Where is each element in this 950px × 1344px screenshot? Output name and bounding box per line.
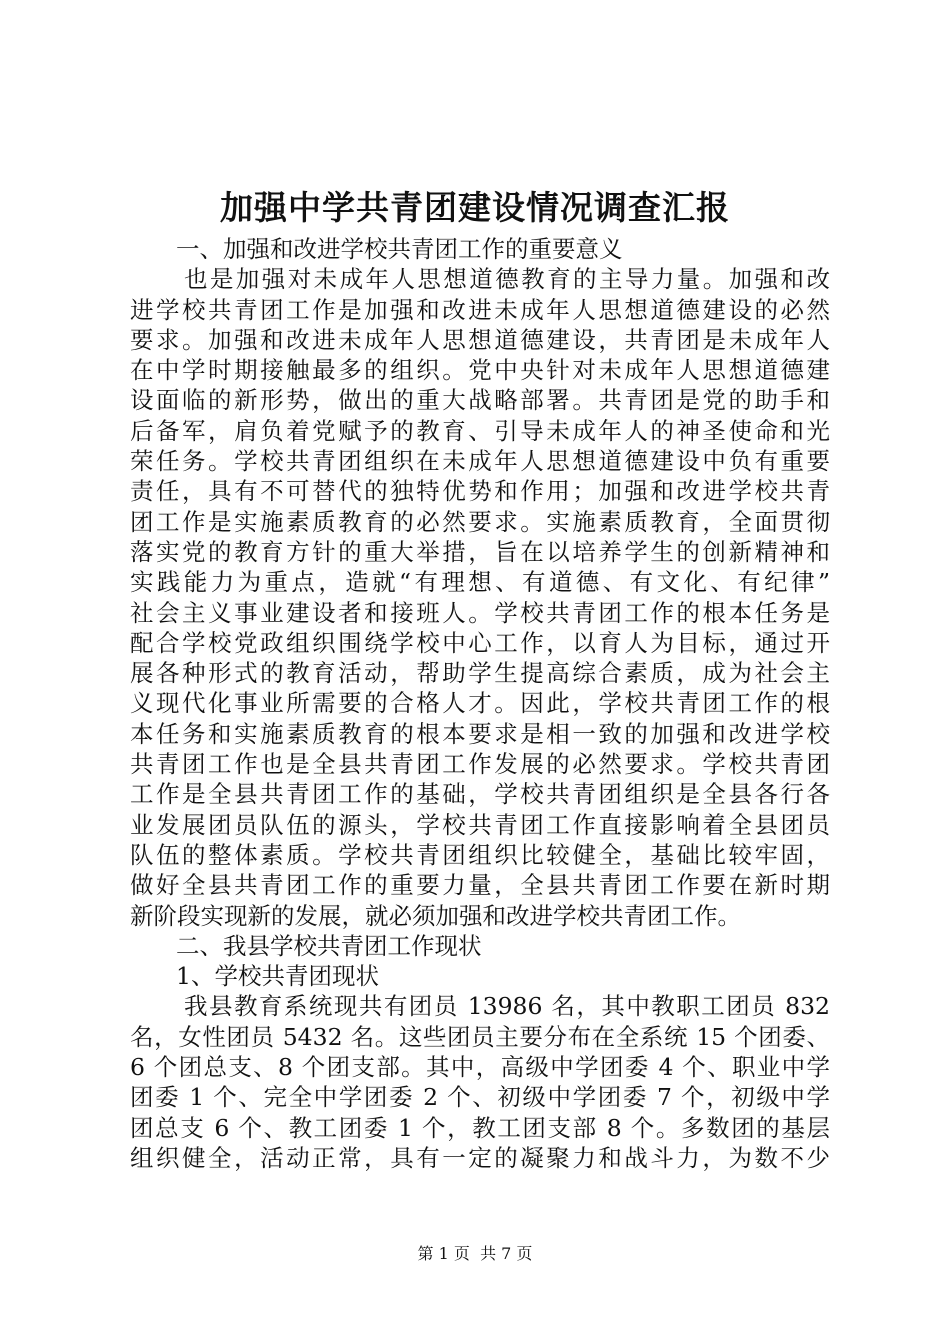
subsection-heading-1: 1、学校共青团现状 <box>176 962 379 991</box>
body-line: 后备军，肩负着党赋予的教育、引导未成年人的神圣使命和光 <box>130 416 830 445</box>
body-line: 组织健全，活动正常，具有一定的凝聚力和战斗力，为数不少 <box>130 1143 830 1172</box>
body-line: 共青团工作也是全县共青团工作发展的必然要求。学校共青团 <box>130 750 830 779</box>
document-body <box>130 234 830 1173</box>
body-line: 本任务和实施素质教育的根本要求是相一致的加强和改进学校 <box>130 719 830 748</box>
section-heading-2: 二、我县学校共青团工作现状 <box>176 931 482 960</box>
body-line: 荣任务。学校共青团组织在未成年人思想道德建设中负有重要 <box>130 447 830 476</box>
body-line: 实践能力为重点，造就“有理想、有道德、有文化、有纪律” <box>130 568 830 597</box>
body-line: 展各种形式的教育活动，帮助学生提高综合素质，成为社会主 <box>130 659 830 688</box>
body-line: 要求。加强和改进未成年人思想道德建设，共青团是未成年人 <box>130 325 830 354</box>
body-line: 配合学校党政组织围绕学校中心工作，以育人为目标，通过开 <box>130 628 830 657</box>
body-line: 队伍的整体素质。学校共青团组织比较健全，基础比较牢固， <box>130 840 830 869</box>
body-line: 业发展团员队伍的源头，学校共青团工作直接影响着全县团员 <box>130 810 830 839</box>
body-line: 设面临的新形势，做出的重大战略部署。共青团是党的助手和 <box>130 386 830 415</box>
body-line: 在中学时期接触最多的组织。党中央针对未成年人思想道德建 <box>130 356 830 385</box>
body-line: 团工作是实施素质教育的必然要求。实施素质教育，全面贯彻 <box>130 507 830 536</box>
document-title: 加强中学共青团建设情况调查汇报 <box>220 188 730 227</box>
page-number-footer: 第 1 页 共 7 页 <box>417 1244 533 1263</box>
body-line: 责任，具有不可替代的独特优势和作用；加强和改进学校共青 <box>130 477 830 506</box>
body-line: 社会主义事业建设者和接班人。学校共青团工作的根本任务是 <box>130 598 830 627</box>
body-line: 也是加强对未成年人思想道德教育的主导力量。加强和改 <box>184 265 830 294</box>
body-line: 新阶段实现新的发展，就必须加强和改进学校共青团工作。 <box>130 901 741 930</box>
body-line: 名，女性团员 5432 名。这些团员主要分布在全系统 15 个团委、 <box>130 1022 830 1051</box>
body-line: 团委 1 个、完全中学团委 2 个、初级中学团委 7 个，初级中学 <box>130 1083 830 1112</box>
body-line: 落实党的教育方针的重大举措，旨在以培养学生的创新精神和 <box>130 537 830 566</box>
body-line: 义现代化事业所需要的合格人才。因此，学校共青团工作的根 <box>130 689 830 718</box>
body-line: 工作是全县共青团工作的基础，学校共青团组织是全县各行各 <box>130 780 830 809</box>
body-line: 我县教育系统现共有团员 13986 名，其中教职工团员 832 <box>184 992 830 1021</box>
body-line: 团总支 6 个、教工团委 1 个，教工团支部 8 个。多数团的基层 <box>130 1113 830 1142</box>
body-line: 做好全县共青团工作的重要力量，全县共青团工作要在新时期 <box>130 871 830 900</box>
body-line: 6 个团总支、8 个团支部。其中，高级中学团委 4 个、职业中学 <box>130 1053 830 1082</box>
body-line: 进学校共青团工作是加强和改进未成年人思想道德建设的必然 <box>130 295 830 324</box>
section-heading-1: 一、加强和改进学校共青团工作的重要意义 <box>176 235 623 263</box>
